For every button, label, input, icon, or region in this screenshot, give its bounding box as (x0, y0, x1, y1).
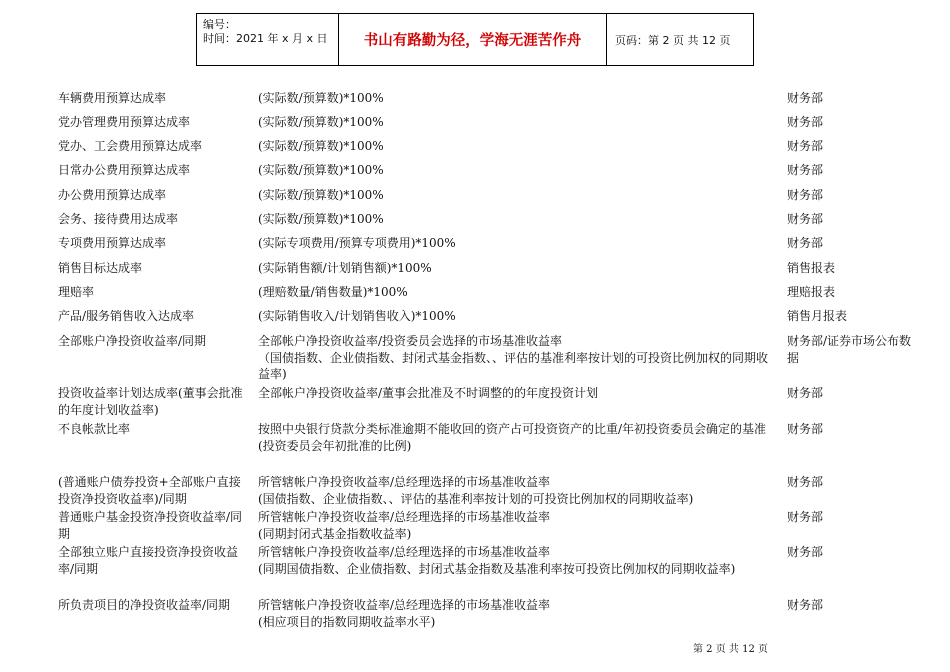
indicator-formula: (实际数/预算数)*100% (258, 163, 384, 177)
indicator-name: 日常办公费用预算达成率 (58, 163, 191, 177)
data-source: 财务部 (787, 212, 824, 226)
header-motto: 书山有路勤为径，学海无涯苦作舟 (339, 14, 607, 65)
data-source: 财务部 (787, 236, 824, 250)
data-source: 财务部 (787, 598, 824, 612)
indicator-name: 产品/服务销售收入达成率 (58, 309, 195, 323)
indicator-formula: 所管辖帐户净投资收益率/总经理选择的市场基准收益率 (国债指数、企业债指数、、评估的基准利率按计划的可投资比例加权的同期收益率) (258, 475, 694, 506)
data-source: 销售月报表 (787, 309, 848, 323)
data-source: 财务部 (787, 475, 824, 489)
indicator-name: 党办、工会费用预算达成率 (58, 139, 203, 153)
data-source: 财务部 (787, 163, 824, 177)
data-source: 财务部 (787, 422, 824, 436)
indicator-name: 办公费用预算达成率 (58, 188, 167, 202)
indicator-formula: (实际数/预算数)*100% (258, 91, 384, 105)
data-source: 财务部 (787, 188, 824, 202)
indicator-formula: (实际数/预算数)*100% (258, 188, 384, 202)
indicator-formula: (实际销售收入/计划销售收入)*100% (258, 309, 456, 323)
data-source: 财务部 (787, 510, 824, 524)
indicator-name: 投资收益率计划达成率(董事会批准的年度计划收益率) (58, 386, 243, 417)
indicator-formula: (实际数/预算数)*100% (258, 115, 384, 129)
indicator-formula: 所管辖帐户净投资收益率/总经理选择的市场基准收益率 (相应项目的指数同期收益率水平) (258, 598, 551, 629)
indicator-name: 不良帐款比率 (58, 422, 131, 436)
indicator-formula: 按照中央银行贷款分类标准逾期不能收回的资产占可投资资产的比重/年初投资委员会确定的基准 (投资委员会年初批准的比例) (258, 422, 767, 453)
data-source: 销售报表 (787, 261, 836, 275)
data-source: 财务部/证券市场公布数据 (787, 334, 912, 365)
indicator-formula: 全部帐户净投资收益率/董事会批准及不时调整的的年度投资计划 (258, 386, 599, 400)
header-meta (197, 14, 339, 65)
header-page-code: 页码：第 2 页 共 12 页 (615, 33, 731, 47)
indicator-formula: (理赔数量/销售数量)*100% (258, 285, 408, 299)
data-source: 财务部 (787, 115, 824, 129)
page-footer: 第 2 页 共 12 页 (693, 644, 768, 655)
indicator-formula: (实际数/预算数)*100% (258, 212, 384, 226)
indicator-name: 会务、接待费用达成率 (58, 212, 179, 226)
indicator-name: 车辆费用预算达成率 (58, 91, 167, 105)
indicator-name: 销售目标达成率 (58, 261, 143, 275)
indicator-formula: 全部帐户净投资收益率/投资委员会选择的市场基准收益率 （国债指数、企业债指数、封闭式基金指数、、评估的基准利率按计划的可投资比例加权的同期收益率) (258, 334, 769, 381)
indicator-name: 全部账户净投资收益率/同期 (58, 334, 207, 348)
indicator-name: 专项费用预算达成率 (58, 236, 167, 250)
data-source: 财务部 (787, 386, 824, 400)
date-label: 时间：2021 年 x 月 x 日 (203, 32, 328, 45)
indicator-name: 普通账户基金投资净投资收益率/同期 (58, 510, 243, 541)
indicator-formula: 所管辖帐户净投资收益率/总经理选择的市场基准收益率 (同期国债指数、企业债指数、封闭式基金指数及基准利率按可投资比例加权的同期收益率) (258, 545, 736, 576)
data-source: 财务部 (787, 139, 824, 153)
data-source: 财务部 (787, 545, 824, 559)
indicator-name: 理赔率 (58, 285, 95, 299)
indicator-name: (普通账户债券投资+全部账户直接投资净投资收益率)/同期 (58, 475, 241, 506)
indicator-formula: 所管辖帐户净投资收益率/总经理选择的市场基准收益率 (同期封闭式基金指数收益率) (258, 510, 551, 541)
page-header (196, 13, 754, 66)
indicator-name: 所负责项目的净投资收益率/同期 (58, 598, 231, 612)
indicator-formula: (实际专项费用/预算专项费用)*100% (258, 236, 456, 250)
data-source: 财务部 (787, 91, 824, 105)
data-source: 理赔报表 (787, 285, 836, 299)
indicator-name: 党办管理费用预算达成率 (58, 115, 191, 129)
serial-label: 编号： (203, 18, 236, 31)
indicator-formula: (实际销售额/计划销售额)*100% (258, 261, 432, 275)
indicator-formula: (实际数/预算数)*100% (258, 139, 384, 153)
indicator-name: 全部独立账户直接投资净投资收益率/同期 (58, 545, 239, 576)
